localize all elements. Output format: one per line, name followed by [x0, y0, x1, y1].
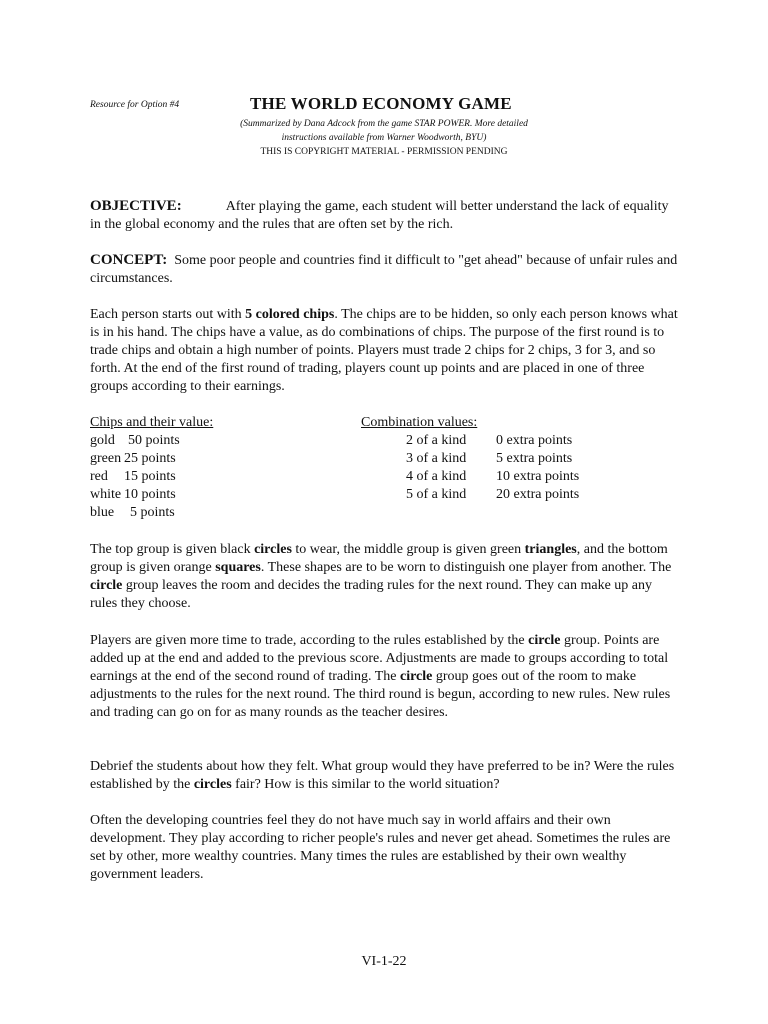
- rounds-paragraph: [90, 632, 680, 722]
- debrief-paragraph: [90, 758, 680, 794]
- combo-kind: 3 of a kind: [406, 451, 467, 466]
- chip-color: gold: [90, 433, 115, 448]
- groups-paragraph: [90, 541, 680, 613]
- developing-countries-text: Often the developing countries feel they do not have much say in world affairs and their own development. They play according to richer people's rules and never get ahead. Sometimes the rules are set by other, more wealthy countries. Many times the rules are established by their own wealthy government leaders.: [90, 813, 671, 882]
- debrief-text-1: Debrief the students about how they felt. What group would they have preferred to be in? Were the rules established by the: [90, 759, 675, 792]
- copyright-notice: THIS IS COPYRIGHT MATERIAL - PERMISSION PENDING: [260, 147, 508, 157]
- concept-text: Some poor people and countries find it difficult to "get ahead" because of unfair rules and circumstances.: [90, 253, 678, 286]
- subtitle-line-1: (Summarized by Dana Adcock from the game STAR POWER. More detailed: [240, 119, 528, 129]
- combo-points: 0 extra points: [496, 433, 573, 448]
- chips-value-heading: Chips and their value:: [90, 415, 214, 430]
- concept-heading: CONCEPT:: [90, 252, 168, 268]
- rounds-bold-circle-1: circle: [528, 633, 561, 648]
- document-title: THE WORLD ECONOMY GAME: [250, 94, 512, 113]
- chip-color: red: [90, 469, 108, 484]
- objective-heading: OBJECTIVE:: [90, 198, 182, 214]
- groups-text-3: , and the bottom group is given orange: [90, 542, 668, 575]
- groups-bold-circles: circles: [254, 542, 292, 557]
- subtitle-block: [200, 117, 568, 159]
- combo-points: 10 extra points: [496, 469, 580, 484]
- groups-text-2: to wear, the middle group is given green: [291, 542, 525, 557]
- combo-kind: 4 of a kind: [406, 469, 467, 484]
- chips-intro-bold: 5 colored chips: [245, 307, 335, 322]
- chip-color: white: [90, 487, 122, 502]
- groups-bold-circle: circle: [90, 578, 123, 593]
- chip-points: 10 points: [124, 487, 176, 502]
- combination-values-heading: Combination values:: [361, 415, 478, 430]
- chip-points: 15 points: [124, 469, 176, 484]
- rounds-text-2: group. Points are added up at the end and added to the previous score. Adjustments are made to groups according to total earnings at the end of the second round of trading. The: [90, 633, 669, 684]
- chips-intro-paragraph: [90, 306, 680, 396]
- combo-points: 5 extra points: [496, 451, 573, 466]
- combo-kind: 5 of a kind: [406, 487, 467, 502]
- groups-text-5: group leaves the room and decides the trading rules for the next round. They can make up any rules they choose.: [90, 578, 653, 611]
- chip-color: green: [90, 451, 122, 466]
- groups-text-1: The top group is given black: [90, 542, 255, 557]
- combo-kind: 2 of a kind: [406, 433, 467, 448]
- objective-text: After playing the game, each student will better understand the lack of equality in the global economy and the rules that are often set by the rich.: [90, 199, 669, 232]
- resource-label: Resource for Option #4: [90, 100, 180, 110]
- objective-paragraph: [90, 197, 680, 234]
- rounds-bold-circle-2: circle: [399, 669, 433, 684]
- chip-color: blue: [90, 505, 115, 520]
- chips-intro-text-1: Each person starts out with: [90, 307, 246, 322]
- subtitle-line-2: instructions available from Warner Woodworth, BYU): [281, 133, 487, 143]
- groups-bold-squares: squares: [215, 560, 261, 575]
- combo-points: 20 extra points: [496, 487, 580, 502]
- developing-countries-paragraph: [90, 812, 680, 884]
- rounds-text-3: group goes out of the room to make adjustments to the rules for the next round. The third round is begun, according to new rules. New rules and trading can go on for as many rounds as the teacher desires.: [90, 669, 671, 720]
- page-number: VI-1-22: [361, 954, 407, 969]
- combination-values-table: [0, 432, 768, 512]
- groups-bold-triangles: triangles: [524, 542, 577, 557]
- chips-intro-text-2: . The chips are to be hidden, so only each person knows what is in his hand. The chips have a value, as do combinations of chips. The purpose of the first round is to trade chips and obtain a high number of points. Players must trade 2 chips for 2 chips, 3 for 3, and so forth. At the end of the first round of trading, players count up points and are placed in one of three groups according to their earnings.: [90, 307, 678, 394]
- debrief-text-2: fair? How is this similar to the world situation?: [231, 777, 500, 792]
- chip-points: 50 points: [128, 433, 180, 448]
- chip-points: 25 points: [124, 451, 176, 466]
- debrief-bold-circles: circles: [193, 777, 232, 792]
- rounds-text-1: Players are given more time to trade, according to the rules established by the: [90, 633, 529, 648]
- groups-text-4: . These shapes are to be worn to distinguish one player from another. The: [260, 560, 672, 575]
- concept-paragraph: [90, 251, 680, 288]
- chip-points: 5 points: [130, 505, 175, 520]
